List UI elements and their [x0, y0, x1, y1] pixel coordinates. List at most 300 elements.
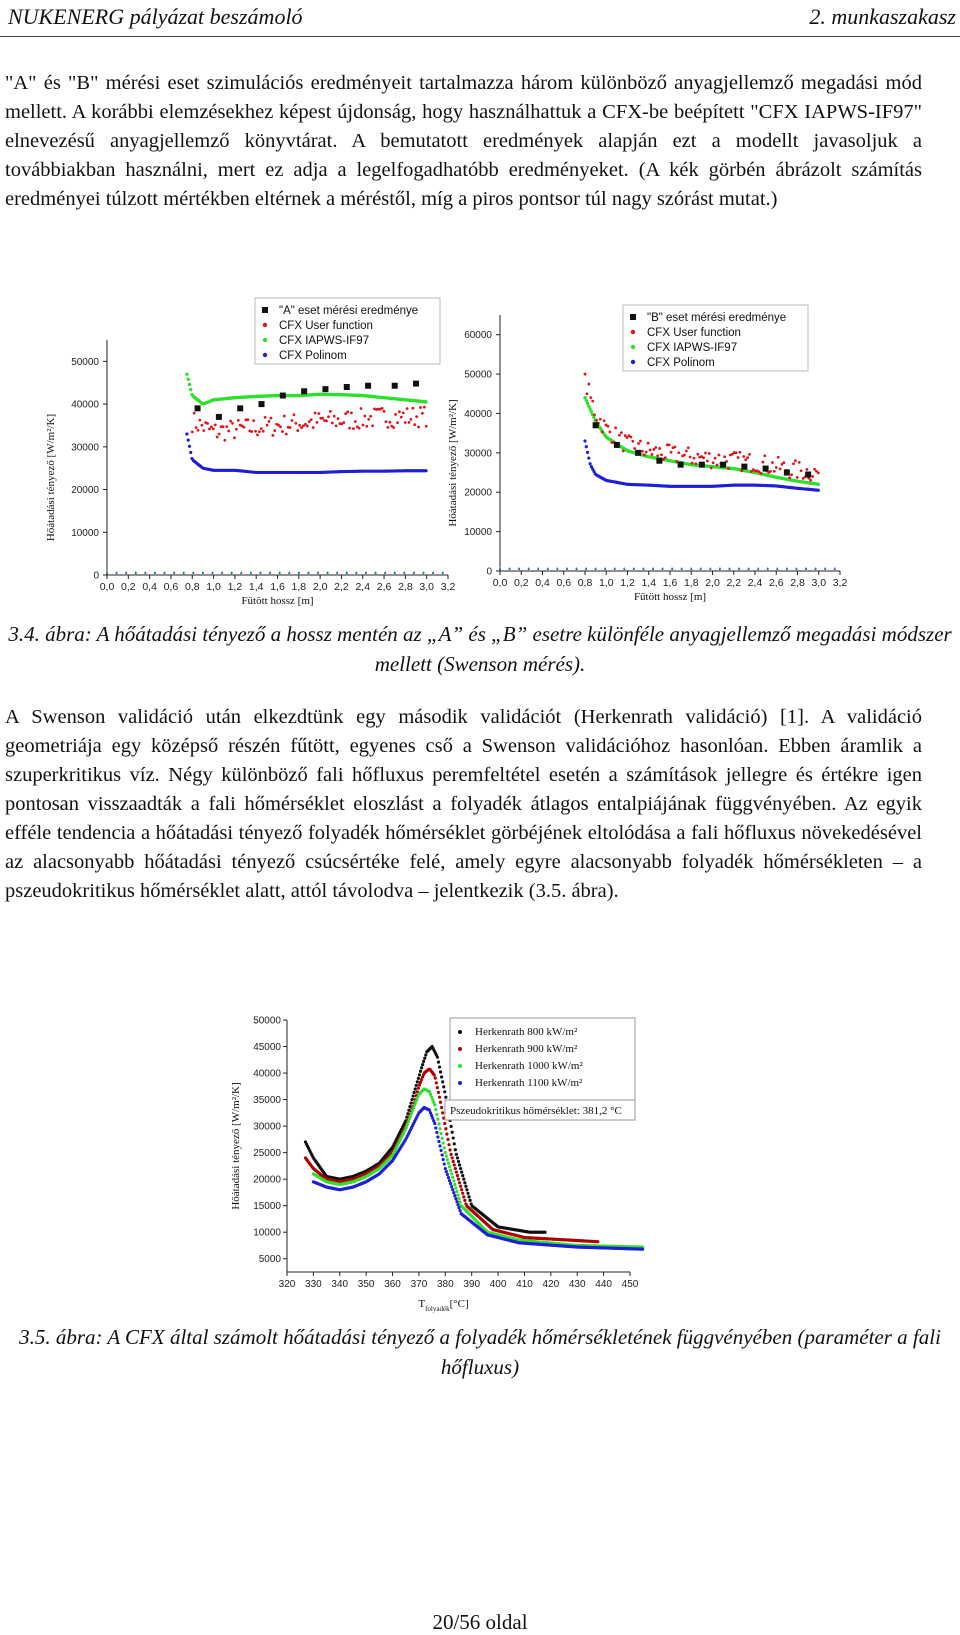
chart-a-baseline-point — [154, 571, 156, 573]
chart-a-series-user-point — [348, 427, 351, 430]
chart-b-series-user-point — [656, 454, 659, 457]
chart-a-series-user-point — [202, 429, 205, 432]
chart-c-series-0-point — [443, 1090, 446, 1093]
chart-b-series-user-point — [631, 440, 634, 443]
chart-a-series-user-point — [216, 436, 219, 439]
chart-a-baseline-point — [336, 571, 338, 573]
chart-c-y-label: Hőátadási tényező [W/m²/K] — [230, 1082, 242, 1210]
chart-a-series-user-point — [229, 420, 232, 423]
chart-b-baseline-point — [748, 567, 750, 569]
chart-a-baseline-point — [375, 571, 377, 573]
chart-a-baseline-point — [413, 571, 415, 573]
chart-c-series-2-point — [449, 1169, 452, 1172]
chart-b-series-user-point — [717, 454, 720, 457]
chart-a-baseline-point — [231, 571, 233, 573]
chart-c-series-2-point — [442, 1141, 445, 1144]
chart-a-series-user-point — [262, 430, 265, 433]
chart-a-series-user-point — [281, 430, 284, 433]
chart-a-baseline-point — [384, 571, 386, 573]
chart-c-series-3-point — [439, 1149, 442, 1152]
chart-a-series-user-point — [398, 410, 401, 413]
chart-c-series-0-point — [458, 1163, 461, 1166]
chart-b-baseline-point — [518, 567, 520, 569]
chart-a-series-measure-point — [344, 384, 350, 390]
chart-c-series-1-point — [452, 1160, 455, 1163]
chart-c-series-2-point — [434, 1108, 437, 1111]
chart-b-series-user-point — [761, 461, 764, 464]
chart-a-svg — [40, 295, 460, 620]
chart-b-y-tick-label: 40000 — [464, 408, 492, 420]
chart-b-baseline-point — [671, 567, 673, 569]
chart-a-series-user-point — [273, 429, 276, 432]
chart-c-series-2-point — [446, 1158, 449, 1161]
chart-c-y-tick-label: 40000 — [253, 1068, 281, 1080]
chart-a-series-user-point — [337, 417, 340, 420]
chart-b-series-user-point — [706, 460, 709, 463]
chart-b-series-user-point — [614, 426, 617, 429]
chart-c-series-1-point — [436, 1086, 439, 1089]
chart-a-series-user-point — [310, 418, 313, 421]
chart-b-baseline-point — [690, 567, 692, 569]
chart-a-series-user-point — [250, 430, 253, 433]
chart-a-series-user-point — [346, 410, 349, 413]
chart-c-series-3-point — [455, 1200, 458, 1203]
chart-c-series-1-point — [458, 1181, 461, 1184]
chart-a-baseline-point — [240, 571, 242, 573]
chart-b-series-user-point — [794, 459, 797, 462]
chart-c — [225, 1010, 645, 1313]
chart-b-series-user-point — [696, 453, 699, 456]
chart-c-series-3-point — [447, 1176, 450, 1179]
chart-a-x-tick-label: 0,0 — [99, 581, 115, 593]
chart-c-x-tick-label: 370 — [410, 1279, 428, 1290]
chart-b-series-user-point — [775, 466, 778, 469]
chart-b-series-user-point — [668, 444, 671, 447]
chart-b-series-user-point — [637, 442, 640, 445]
chart-a-series-user-point — [365, 425, 368, 428]
chart-c-series-0-point — [418, 1073, 421, 1076]
chart-a-series-measure-point — [413, 381, 419, 387]
chart-c-series-0-point — [452, 1136, 455, 1139]
chart-a-series-polinom-point — [189, 451, 192, 454]
chart-c-series-2-point — [457, 1197, 460, 1200]
chart-b-y-label: Hőátadási tényező [W/m²/K] — [447, 399, 459, 527]
chart-a-x-tick-label: 2,0 — [312, 581, 328, 593]
chart-b-series-user-point — [727, 467, 730, 470]
chart-b-series-user-point — [593, 414, 596, 417]
chart-b-x-tick-label: 1,2 — [620, 577, 635, 589]
chart-a-series-user-point — [271, 434, 274, 437]
chart-a-series-user-point — [258, 430, 261, 433]
chart-b-x-tick-label: 2,2 — [726, 577, 742, 589]
chart-c-series-2-point — [410, 1112, 413, 1115]
chart-c-legend-label: Herkenrath 1100 kW/m² — [475, 1077, 583, 1089]
chart-a-series-measure-point — [365, 383, 371, 389]
chart-a-series-user-point — [423, 406, 426, 409]
chart-b-series-measure-point — [805, 472, 811, 478]
chart-c-series-1-point — [441, 1111, 444, 1114]
chart-b-series-user-point — [630, 436, 633, 439]
chart-c-series-0-point — [455, 1153, 458, 1156]
chart-b-series-user-point — [608, 431, 611, 434]
chart-b-baseline-point — [614, 567, 616, 569]
chart-c-series-0-point — [439, 1070, 442, 1073]
chart-a-baseline-point — [221, 571, 223, 573]
chart-b-series-user-point — [760, 472, 763, 475]
chart-c-series-3-point — [449, 1182, 452, 1185]
chart-a-series-user-point — [264, 416, 267, 419]
chart-c-series-3-point — [446, 1173, 449, 1176]
chart-c-series-1-point — [438, 1096, 441, 1099]
chart-c-series-0-point — [543, 1231, 546, 1234]
chart-c-x-tick-label: 330 — [305, 1279, 322, 1290]
chart-a-series-user-point — [314, 412, 317, 415]
chart-a-series-polinom-point — [424, 469, 427, 472]
chart-a-x-tick-label: 2,6 — [376, 581, 392, 593]
chart-a-series-user-point — [383, 410, 386, 413]
chart-a-x-tick-label: 0,6 — [163, 581, 179, 593]
chart-b-x-tick-label: 1,8 — [683, 577, 699, 589]
chart-b-series-user-point — [800, 469, 803, 472]
chart-a-x-tick-label: 1,0 — [206, 581, 221, 593]
chart-a-baseline-point — [346, 571, 348, 573]
chart-b-baseline-point — [547, 567, 549, 569]
chart-c-series-3-point — [434, 1126, 437, 1129]
chart-c-series-2-point — [406, 1123, 409, 1126]
chart-c-series-1-point — [462, 1195, 465, 1198]
chart-c-series-0-point — [409, 1102, 412, 1105]
chart-a-series-user-point — [358, 427, 361, 430]
chart-c-series-0-point — [442, 1085, 445, 1088]
chart-c-legend-marker — [458, 1081, 462, 1085]
chart-b-series-user-point — [737, 456, 740, 459]
chart-b-legend-label: "B" eset mérési eredménye — [647, 312, 787, 324]
chart-a-baseline-point — [250, 571, 252, 573]
chart-a-series-user-point — [396, 421, 399, 424]
chart-b-baseline-point — [681, 567, 683, 569]
chart-a-series-user-point — [363, 415, 366, 418]
chart-b-series-user-point — [654, 446, 657, 449]
chart-a-series-user-point — [392, 426, 395, 429]
chart-b-baseline-point — [719, 567, 721, 569]
chart-a-baseline-point — [164, 571, 166, 573]
chart-b-x-tick-label: 1,0 — [598, 577, 614, 589]
chart-c-legend-label: Herkenrath 1000 kW/m² — [475, 1060, 583, 1072]
chart-c-series-1-point — [443, 1122, 446, 1125]
chart-b-series-measure-point — [656, 458, 662, 464]
chart-a-series-user-point — [225, 425, 228, 428]
chart-a-baseline-point — [260, 571, 262, 573]
chart-b-baseline-point — [604, 567, 606, 569]
chart-b-legend-marker — [631, 360, 635, 364]
chart-c-series-1-point — [596, 1240, 599, 1243]
chart-c-series-2-point — [455, 1190, 458, 1193]
chart-c-series-2-point — [456, 1193, 459, 1196]
chart-c-series-0-point — [436, 1056, 439, 1059]
chart-c-series-1-point — [454, 1167, 457, 1170]
chart-a-baseline-point — [404, 571, 406, 573]
chart-c-series-1-point — [460, 1188, 463, 1191]
chart-b-series-measure-point — [699, 462, 705, 468]
chart-a-series-user-point — [316, 421, 319, 424]
chart-b-x-tick-label: 2,0 — [705, 577, 720, 589]
chart-a-series-user-point — [400, 416, 403, 419]
chart-b-series-user-point — [708, 452, 711, 455]
chart-b-x-tick-label: 3,0 — [811, 577, 827, 589]
chart-a-series-user-point — [410, 418, 413, 421]
chart-c-series-3-point — [456, 1203, 459, 1206]
chart-a-baseline-point — [135, 571, 137, 573]
chart-a-baseline-point — [432, 571, 434, 573]
chart-c-series-1-point — [447, 1143, 450, 1146]
chart-b-baseline-point — [643, 567, 645, 569]
chart-a-series-user-point — [246, 418, 249, 421]
chart-a-series-user-point — [415, 415, 418, 418]
chart-b-series-user-point — [744, 458, 747, 461]
chart-a-series-user-point — [279, 425, 282, 428]
page-footer: 20/56 oldal — [432, 1610, 528, 1634]
chart-a-series-user-point — [256, 433, 259, 436]
chart-a-series-user-point — [285, 433, 288, 436]
chart-b-baseline-point — [499, 567, 501, 569]
chart-a-series-user-point — [294, 422, 297, 425]
chart-a-series-user-point — [360, 407, 363, 410]
chart-c-series-0-point — [438, 1065, 441, 1068]
chart-c-series-3-point — [444, 1167, 447, 1170]
chart-a-baseline-point — [423, 571, 425, 573]
chart-b-series-user-point — [673, 446, 676, 449]
chart-a-series-user-point — [333, 415, 336, 418]
chart-a-series-user-point — [306, 425, 309, 428]
chart-c-series-3-point — [433, 1122, 436, 1125]
chart-b-series-polinom-point — [586, 451, 589, 454]
chart-b-series-user-point — [633, 447, 636, 450]
chart-a-series-user-point — [231, 422, 234, 425]
chart-b-series-user-point — [777, 456, 780, 459]
chart-b-y-tick-label: 60000 — [464, 330, 492, 342]
chart-b-series-user-point — [739, 451, 742, 454]
chart-a-y-tick-label: 40000 — [71, 399, 99, 411]
chart-c-series-0-point — [463, 1181, 466, 1184]
chart-b-series-polinom-point — [589, 462, 592, 465]
chart-c-series-3-point — [438, 1144, 441, 1147]
chart-a-series-user-point — [235, 428, 238, 431]
chart-a-legend-label: CFX User function — [279, 320, 373, 332]
chart-b-series-user-point — [735, 451, 738, 454]
chart-b-legend-label: CFX User function — [647, 327, 741, 339]
chart-b-baseline-point — [537, 567, 539, 569]
chart-b-baseline-point — [528, 567, 530, 569]
chart-b-legend-label: CFX Polinom — [647, 357, 715, 369]
chart-b-series-user-point — [790, 473, 793, 476]
chart-a-baseline-point — [183, 571, 185, 573]
chart-a-series-user-point — [350, 412, 353, 415]
chart-a-series-polinom-point — [188, 445, 191, 448]
chart-b-legend-marker — [631, 330, 635, 334]
chart-c-series-0-point — [419, 1070, 422, 1073]
chart-b-series-polinom-point — [585, 445, 588, 448]
chart-c-series-2-point — [454, 1186, 457, 1189]
chart-a-x-tick-label: 3,2 — [440, 581, 456, 593]
paragraph-intro: "A" és "B" mérési eset szimulációs eredményeit tartalmazza három különböző anyagjellemző megadási mód mellett. A korábbi elemzésekhez képest újdonság, hogy használhattuk a CFX-be beépített "CFX IAPWS-IF97" elnevezésű anyagjellemző könyvtárat. A bemutatott eredmények alapján ezt a modellt javasoljuk a továbbiakban használni, mert ez adja a legelfogadhatóbb eredményeket. (A kék görbén ábrázolt számítás eredményei túlzott mértékben eltérnek a méréstől, míg a piros pontsor túl nagy szórást mutat.) — [5, 72, 922, 210]
chart-c-series-2-point — [441, 1137, 444, 1140]
chart-b-legend-label: CFX IAPWS-IF97 — [647, 342, 738, 354]
chart-c-series-0-point — [450, 1125, 453, 1128]
chart-c-y-tick-label: 50000 — [253, 1015, 281, 1027]
chart-a-baseline-point — [279, 571, 281, 573]
chart-b-series-user-point — [618, 434, 621, 437]
chart-c-series-0-point — [466, 1192, 469, 1195]
chart-c-series-0-point — [464, 1185, 467, 1188]
chart-a-series-polinom-point — [185, 432, 188, 435]
chart-c-x-tick-label: 320 — [278, 1279, 296, 1290]
chart-a-series-user-point — [206, 422, 209, 425]
chart-b-series-user-point — [639, 440, 642, 443]
chart-c-y-tick-label: 25000 — [253, 1148, 281, 1160]
chart-c-series-1-point — [461, 1192, 464, 1195]
chart-b-baseline-point — [824, 567, 826, 569]
chart-a-series-iapws-point — [188, 383, 191, 386]
chart-c-series-2-point — [448, 1165, 451, 1168]
chart-b-series-measure-point — [635, 450, 641, 456]
chart-b-baseline-point — [576, 567, 578, 569]
chart-a-baseline-point — [327, 571, 329, 573]
chart-b-baseline-point — [786, 567, 788, 569]
chart-c-series-3-point — [453, 1194, 456, 1197]
chart-c-series-0-point — [444, 1096, 447, 1099]
chart-c-series-1-point — [453, 1163, 456, 1166]
chart-c-x-tick-label: 420 — [542, 1279, 560, 1290]
chart-c-series-2-point — [439, 1132, 442, 1135]
chart-b-baseline-point — [662, 567, 664, 569]
chart-b-baseline-point — [633, 567, 635, 569]
chart-a-legend-marker — [263, 323, 267, 327]
chart-c-series-3-point — [457, 1206, 460, 1209]
chart-c-legend-marker — [458, 1047, 462, 1051]
chart-b-series-user-point — [779, 467, 782, 470]
chart-b-series-measure-point — [593, 422, 599, 428]
chart-c-x-tick-label: 400 — [489, 1279, 507, 1290]
chart-b-y-tick-label: 0 — [486, 566, 492, 578]
chart-c-series-3-point — [445, 1170, 448, 1173]
chart-b-series-user-point — [811, 475, 814, 478]
chart-b-baseline-point — [757, 567, 759, 569]
chart-c-legend-label: Herkenrath 900 kW/m² — [475, 1043, 578, 1055]
chart-b-series-user-point — [742, 455, 745, 458]
chart-a-series-user-point — [199, 419, 202, 422]
chart-a-series-user-point — [371, 424, 374, 427]
chart-a-series-user-point — [327, 415, 330, 418]
chart-b-series-user-point — [591, 400, 594, 403]
chart-c-series-0-point — [417, 1077, 420, 1080]
chart-a-legend-marker — [262, 307, 268, 313]
chart-b-x-tick-label: 2,8 — [790, 577, 805, 589]
chart-b-series-polinom-point — [583, 439, 586, 442]
chart-b-series-user-point — [658, 447, 661, 450]
chart-c-series-0-point — [451, 1131, 454, 1134]
chart-a-series-user-point — [325, 419, 328, 422]
chart-b-series-user-point — [647, 442, 650, 445]
chart-a-series-user-point — [298, 424, 301, 427]
chart-b-series-user-point — [641, 450, 644, 453]
chart-a-series-user-point — [266, 424, 269, 427]
chart-c-series-1-point — [457, 1178, 460, 1181]
chart-b-series-user-point — [723, 455, 726, 458]
chart-a-series-user-point — [237, 419, 240, 422]
chart-b-svg — [440, 295, 890, 620]
chart-a-series-user-point — [268, 420, 271, 423]
chart-b-baseline-point — [834, 567, 836, 569]
chart-a-baseline-point — [193, 571, 195, 573]
chart-a-series-user-point — [342, 421, 345, 424]
chart-a-baseline-point — [212, 571, 214, 573]
chart-b-series-user-point — [805, 468, 808, 471]
chart-c-series-0-point — [412, 1094, 415, 1097]
chart-b-baseline-point — [652, 567, 654, 569]
chart-c-series-2-point — [411, 1109, 414, 1112]
chart-b-series-user-point — [783, 461, 786, 464]
chart-a-y-tick-label: 10000 — [71, 527, 99, 539]
chart-c-series-3-point — [452, 1191, 455, 1194]
chart-a-series-user-point — [195, 426, 198, 429]
chart-c-x-tick-label: 340 — [331, 1279, 349, 1290]
chart-b-series-measure-point — [784, 470, 790, 476]
chart-b-series-user-point — [771, 461, 774, 464]
chart-a-series-measure-point — [195, 405, 201, 411]
chart-c-series-3-point — [448, 1179, 451, 1182]
chart-a-legend-marker — [263, 353, 267, 357]
chart-c-series-0-point — [459, 1167, 462, 1170]
chart-a-series-user-point — [293, 413, 296, 416]
chart-b-x-tick-label: 0,8 — [577, 577, 593, 589]
chart-a-series-user-point — [381, 407, 384, 410]
chart-a-series-user-point — [335, 424, 338, 427]
chart-c-legend-marker — [458, 1030, 462, 1034]
chart-a-series-user-point — [321, 417, 324, 420]
chart-a-series-user-point — [223, 439, 226, 442]
chart-a-series-user-point — [394, 413, 397, 416]
chart-a-series-user-point — [254, 430, 257, 433]
chart-c-series-0-point — [420, 1066, 423, 1069]
chart-a-x-tick-label: 0,2 — [121, 581, 136, 593]
chart-a-x-label: Fűtött hossz [m] — [241, 595, 314, 607]
chart-a-legend-marker — [263, 338, 267, 342]
chart-b-series-user-point — [817, 471, 820, 474]
chart-c-series-2-point — [451, 1176, 454, 1179]
chart-b-series-user-point — [649, 449, 652, 452]
chart-b-legend-marker — [630, 314, 636, 320]
chart-a-series-user-point — [289, 426, 292, 429]
chart-c-x-tick-label: 430 — [568, 1279, 586, 1290]
chart-b-series-user-point — [704, 452, 707, 455]
chart-c-x-tick-label: 390 — [463, 1279, 481, 1290]
chart-c-series-2-point — [435, 1113, 438, 1116]
chart-b-baseline-point — [700, 567, 702, 569]
chart-c-series-2-point — [444, 1151, 447, 1154]
chart-c-series-3-point — [458, 1209, 461, 1212]
chart-a-series-iapws-point — [424, 400, 427, 403]
chart-a-series-user-point — [296, 429, 299, 432]
chart-b-x-tick-label: 0,2 — [513, 577, 529, 589]
chart-a-series-user-point — [367, 418, 370, 421]
chart-a-series-user-point — [212, 427, 215, 430]
chart-c-series-2-point — [458, 1201, 461, 1204]
chart-a-series-user-point — [385, 420, 388, 423]
chart-c-x-tick-label: 360 — [384, 1279, 401, 1290]
chart-c-series-2-point — [409, 1114, 412, 1117]
chart-b-series-measure-point — [720, 462, 726, 468]
chart-a-series-user-point — [291, 419, 294, 422]
